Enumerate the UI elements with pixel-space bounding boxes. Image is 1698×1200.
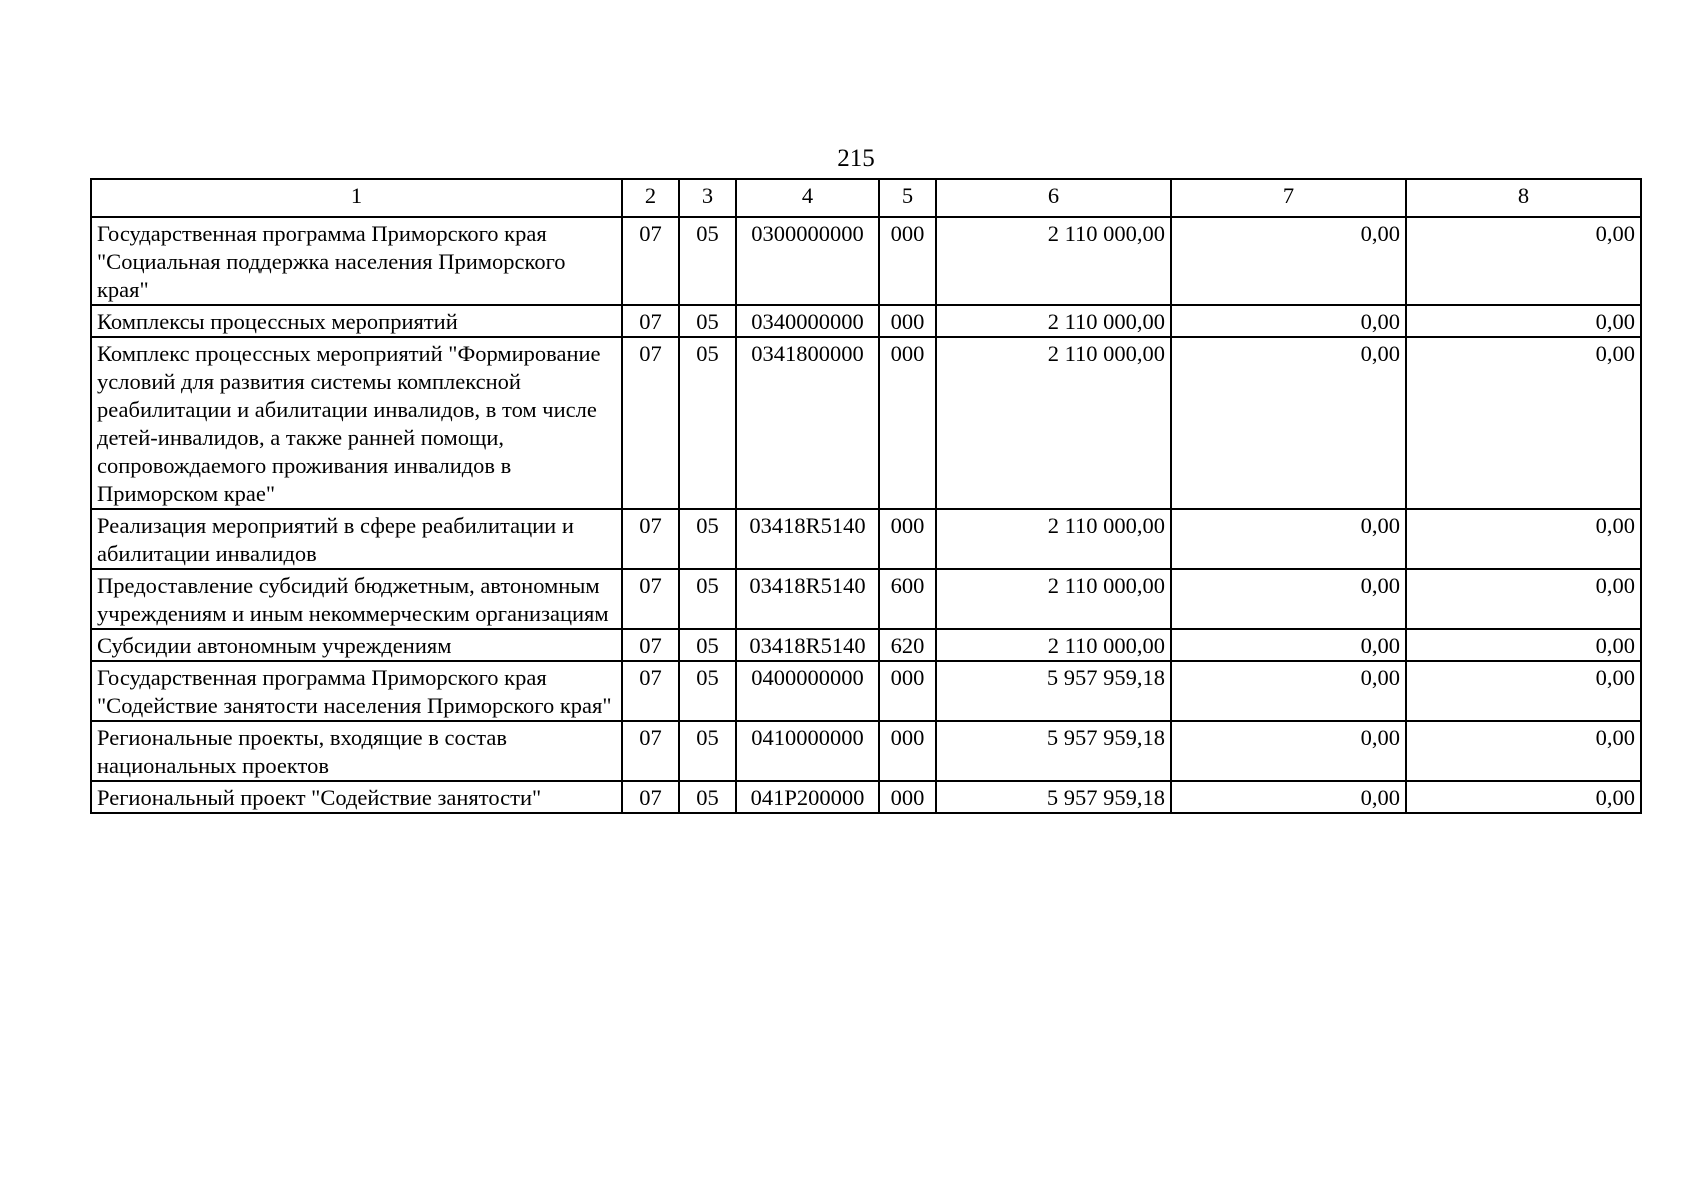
item-name: Комплексы процессных мероприятий [91,305,622,337]
subsection-code: 05 [679,509,736,569]
amount-col-6: 5 957 959,18 [936,781,1171,813]
target-article-code: 03418R5140 [736,629,879,661]
amount-col-7: 0,00 [1171,661,1406,721]
subsection-code: 05 [679,569,736,629]
expense-type-code: 000 [879,305,936,337]
item-name: Региональный проект "Содействие занятости" [91,781,622,813]
target-article-code: 0341800000 [736,337,879,509]
table-row [91,721,1641,781]
amount-col-7: 0,00 [1171,629,1406,661]
amount-col-7: 0,00 [1171,509,1406,569]
expense-type-code: 000 [879,721,936,781]
section-code: 07 [622,569,679,629]
table-row [91,781,1641,813]
expense-type-code: 000 [879,217,936,305]
item-name: Государственная программа Приморского края "Социальная поддержка населения Приморского края" [91,217,622,305]
column-header: 3 [679,179,736,217]
section-code: 07 [622,781,679,813]
column-header: 6 [936,179,1171,217]
amount-col-6: 2 110 000,00 [936,217,1171,305]
expense-type-code: 600 [879,569,936,629]
table-row [91,569,1641,629]
subsection-code: 05 [679,629,736,661]
section-code: 07 [622,661,679,721]
table-row [91,661,1641,721]
subsection-code: 05 [679,661,736,721]
table-row [91,509,1641,569]
amount-col-6: 5 957 959,18 [936,661,1171,721]
table-row [91,217,1641,305]
amount-col-6: 5 957 959,18 [936,721,1171,781]
target-article-code: 041P200000 [736,781,879,813]
amount-col-8: 0,00 [1406,509,1641,569]
subsection-code: 05 [679,305,736,337]
expense-type-code: 000 [879,509,936,569]
target-article-code: 0300000000 [736,217,879,305]
amount-col-8: 0,00 [1406,721,1641,781]
amount-col-8: 0,00 [1406,781,1641,813]
item-name: Реализация мероприятий в сфере реабилитации и абилитации инвалидов [91,509,622,569]
table-row [91,337,1641,509]
amount-col-8: 0,00 [1406,217,1641,305]
column-header: 5 [879,179,936,217]
subsection-code: 05 [679,337,736,509]
column-header: 7 [1171,179,1406,217]
amount-col-6: 2 110 000,00 [936,509,1171,569]
column-header: 2 [622,179,679,217]
page-number: 215 [837,145,875,172]
expense-type-code: 000 [879,781,936,813]
amount-col-6: 2 110 000,00 [936,569,1171,629]
section-code: 07 [622,305,679,337]
section-code: 07 [622,721,679,781]
amount-col-8: 0,00 [1406,629,1641,661]
item-name: Субсидии автономным учреждениям [91,629,622,661]
section-code: 07 [622,217,679,305]
table-row [91,629,1641,661]
item-name: Предоставление субсидий бюджетным, автономным учреждениям и иным некоммерческим организациям [91,569,622,629]
expense-type-code: 620 [879,629,936,661]
section-code: 07 [622,629,679,661]
amount-col-8: 0,00 [1406,305,1641,337]
amount-col-7: 0,00 [1171,217,1406,305]
item-name: Государственная программа Приморского края "Содействие занятости населения Приморского края" [91,661,622,721]
amount-col-7: 0,00 [1171,305,1406,337]
table-row [91,305,1641,337]
section-code: 07 [622,337,679,509]
amount-col-7: 0,00 [1171,781,1406,813]
item-name: Комплекс процессных мероприятий "Формирование условий для развития системы комплексной реабилитации и абилитации инвалидов, в том числе детей-инвалидов, а также ранней помощи, сопровождаемого проживания инвалидов в Приморском крае" [91,337,622,509]
column-header: 8 [1406,179,1641,217]
expense-type-code: 000 [879,337,936,509]
target-article-code: 0340000000 [736,305,879,337]
section-code: 07 [622,509,679,569]
target-article-code: 03418R5140 [736,569,879,629]
target-article-code: 0410000000 [736,721,879,781]
column-header: 4 [736,179,879,217]
amount-col-6: 2 110 000,00 [936,337,1171,509]
target-article-code: 03418R5140 [736,509,879,569]
amount-col-7: 0,00 [1171,337,1406,509]
column-header: 1 [91,179,622,217]
target-article-code: 0400000000 [736,661,879,721]
item-name: Региональные проекты, входящие в состав национальных проектов [91,721,622,781]
budget-table [90,178,1642,814]
amount-col-7: 0,00 [1171,721,1406,781]
subsection-code: 05 [679,217,736,305]
subsection-code: 05 [679,781,736,813]
header-row [91,179,1641,217]
amount-col-8: 0,00 [1406,337,1641,509]
amount-col-6: 2 110 000,00 [936,629,1171,661]
subsection-code: 05 [679,721,736,781]
amount-col-6: 2 110 000,00 [936,305,1171,337]
amount-col-7: 0,00 [1171,569,1406,629]
amount-col-8: 0,00 [1406,661,1641,721]
expense-type-code: 000 [879,661,936,721]
amount-col-8: 0,00 [1406,569,1641,629]
